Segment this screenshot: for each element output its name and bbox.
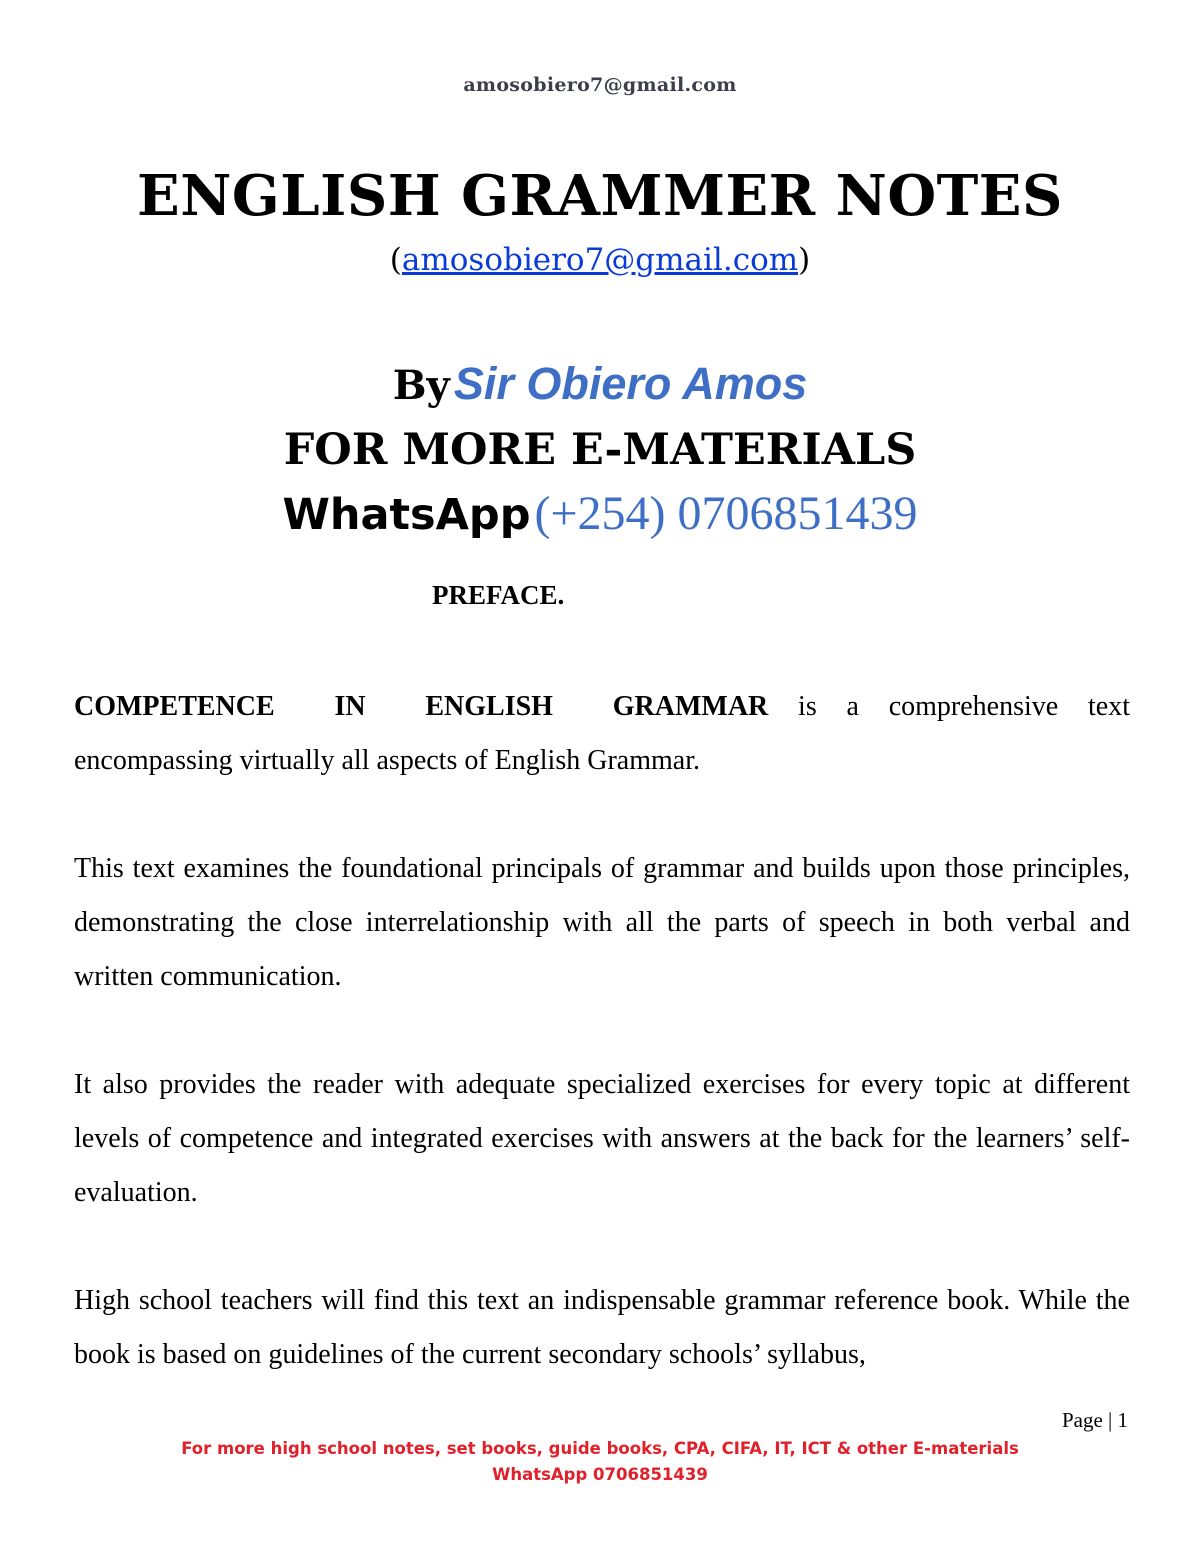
more-materials-line: FOR MORE E-MATERIALS <box>283 425 917 475</box>
by-label: By <box>392 362 450 409</box>
author-line <box>0 352 1200 427</box>
preface-heading: PREFACE. <box>432 580 565 610</box>
whatsapp-label: WhatsApp <box>282 490 531 540</box>
title-email-line <box>0 238 1200 282</box>
email-link[interactable]: amosobiero7@gmail.com <box>401 242 799 278</box>
whatsapp-line <box>0 482 1200 557</box>
paragraph-1 <box>74 680 1130 788</box>
open-paren: ( <box>389 242 402 278</box>
page-number: Page | 1 <box>1061 1408 1128 1432</box>
paragraph-1-bold: COMPETENCE IN ENGLISH GRAMMAR <box>74 691 769 722</box>
paragraph-2: This text examines the foundational principals of grammar and builds upon those principles, demonstrating the close interrelationship with all the parts of speech in both verbal and written communication. <box>74 853 1130 992</box>
footer <box>0 1436 1200 1488</box>
page-title: ENGLISH GRAMMER NOTES <box>137 163 1063 229</box>
close-paren: ) <box>798 242 811 278</box>
footer-line-1: For more high school notes, set books, guide books, CPA, CIFA, IT, ICT & other E-materials <box>181 1439 1019 1458</box>
header-email: amosobiero7@gmail.com <box>463 74 737 96</box>
paragraph-1-rest: is a comprehensive text encompassing virtually all aspects of English Grammar. <box>74 691 1130 776</box>
footer-line-2: WhatsApp 0706851439 <box>492 1465 708 1484</box>
whatsapp-number: (+254) 0706851439 <box>534 487 918 540</box>
paragraph-3: It also provides the reader with adequate specialized exercises for every topic at different levels of competence and integrated exercises with answers at the back for the learners’ self-evaluation. <box>74 1069 1130 1208</box>
paragraph-4: High school teachers will find this text an indispensable grammar reference book. While the book is based on guidelines of the current secondary schools’ syllabus, <box>74 1285 1130 1370</box>
author-name: Sir Obiero Amos <box>453 358 808 409</box>
